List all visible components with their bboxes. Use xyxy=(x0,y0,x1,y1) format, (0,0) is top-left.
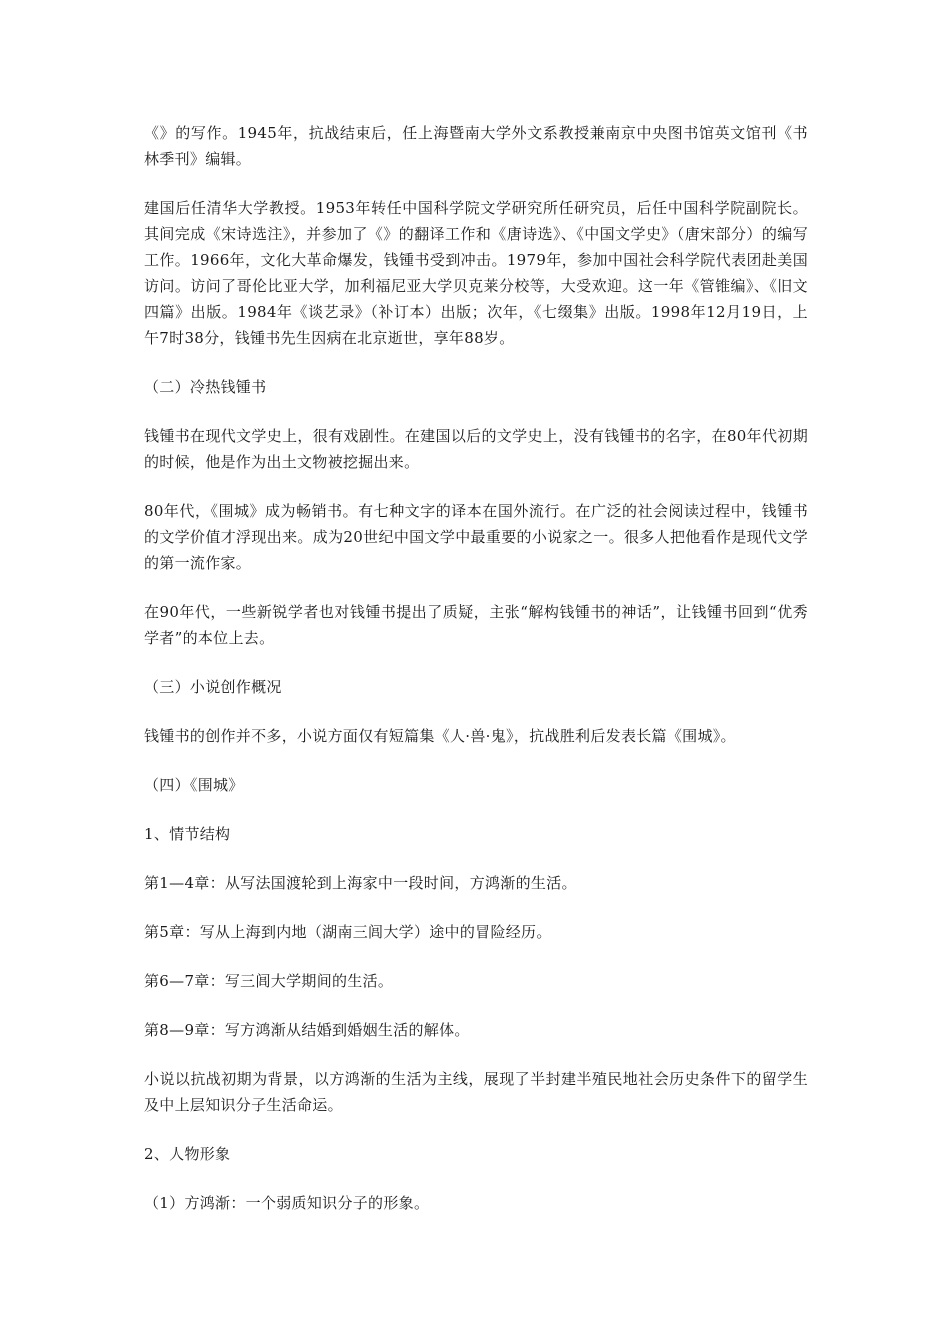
paragraph-career-after-1949: 建国后任清华大学教授。1953年转任中国科学院文学研究所任研究员，后任中国科学院副院长。其间完成《宋诗选注》，并参加了《》的翻译工作和《唐诗选》、《中国文学史》（唐宋部分）的编写工作。1966年，文化大革命爆发，钱锺书受到冲击。1979年，参加中国社会科学院代表团赴美国访问。访问了哥伦比亚大学，加利福尼亚大学贝克莱分校等，大受欢迎。这一年《管锥编》、《旧文四篇》出版。1984年《谈艺录》（补订本）出版；次年，《七缀集》出版。1998年12月19日，上午7时38分，钱锺书先生因病在北京逝世，享年88岁。 xyxy=(144,199,808,347)
section-heading-2: （二）冷热钱锺书 xyxy=(144,378,267,396)
section-heading-4: （四）《围城》 xyxy=(144,776,244,794)
chapter-summary-1-4: 第1—4章：从写法国渡轮到上海家中一段时间，方鸿渐的生活。 xyxy=(144,874,577,892)
chapter-summary-6-7: 第6—7章：写三闾大学期间的生活。 xyxy=(144,972,394,990)
section-heading-3: （三）小说创作概况 xyxy=(144,678,282,696)
character-fang-hongjian: （1）方鸿渐：一个弱质知识分子的形象。 xyxy=(144,1194,430,1212)
chapter-summary-8-9: 第8—9章：写方鸿渐从结婚到婚姻生活的解体。 xyxy=(144,1021,470,1039)
paragraph-1990s: 在90年代，一些新锐学者也对钱锺书提出了质疑，主张“解构钱锺书的神话”，让钱锺书回到“优秀学者”的本位上去。 xyxy=(144,603,808,647)
chapter-summary-5: 第5章：写从上海到内地（湖南三闾大学）途中的冒险经历。 xyxy=(144,923,552,941)
subheading-plot-structure: 1、情节结构 xyxy=(144,825,231,843)
paragraph-career-1945: 《》的写作。1945年，抗战结束后，任上海暨南大学外文系教授兼南京中央图书馆英文馆刊《书林季刊》编辑。 xyxy=(144,124,808,168)
paragraph-novel-background: 小说以抗战初期为背景，以方鸿渐的生活为主线，展现了半封建半殖民地社会历史条件下的留学生及中上层知识分子生活命运。 xyxy=(144,1070,808,1114)
paragraph-literary-history: 钱锺书在现代文学史上，很有戏剧性。在建国以后的文学史上，没有钱锺书的名字，在80年代初期的时候，他是作为出土文物被挖掘出来。 xyxy=(144,427,808,471)
subheading-characters: 2、人物形象 xyxy=(144,1145,231,1163)
paragraph-1980s: 80年代，《围城》成为畅销书。有七种文字的译本在国外流行。在广泛的社会阅读过程中，钱锺书的文学价值才浮现出来。成为20世纪中国文学中最重要的小说家之一。很多人把他看作是现代文学的第一流作家。 xyxy=(144,502,808,572)
paragraph-novel-overview: 钱锺书的创作并不多，小说方面仅有短篇集《人·兽·鬼》，抗战胜利后发表长篇《围城》。 xyxy=(144,727,736,745)
